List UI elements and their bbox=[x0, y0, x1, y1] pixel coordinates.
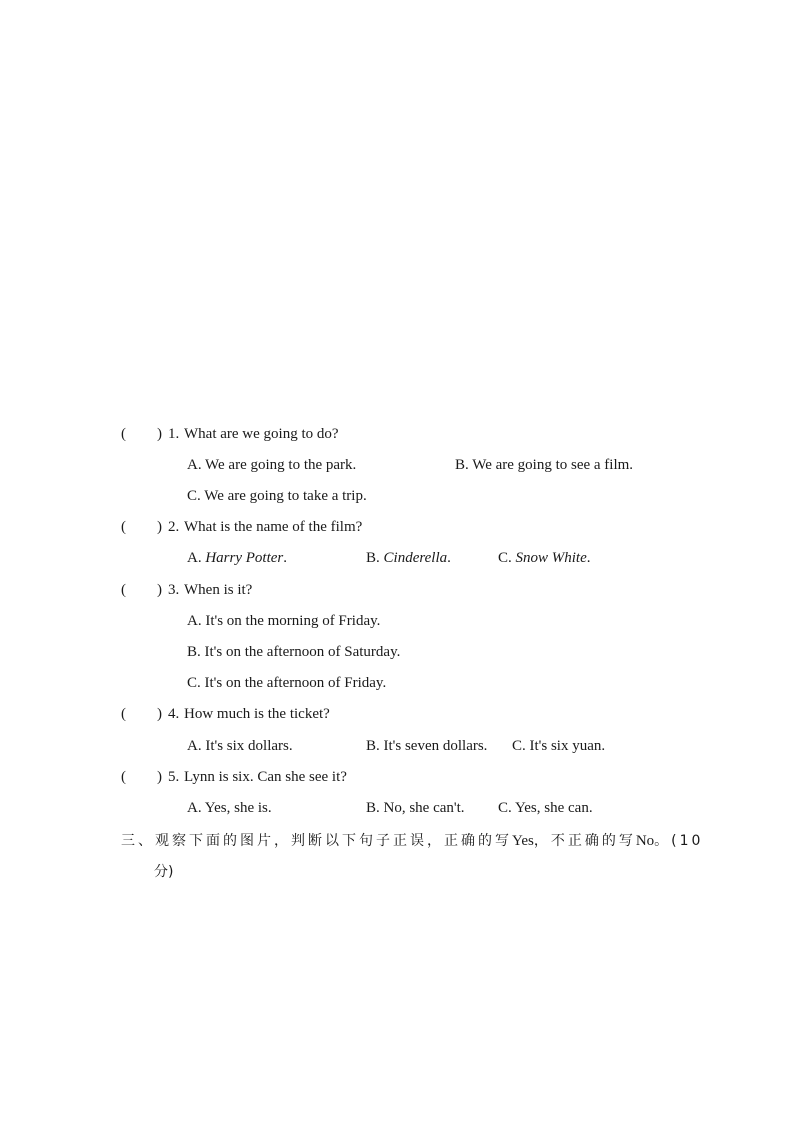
section-3-no: No bbox=[635, 833, 655, 849]
option-b-title: Cinderella bbox=[383, 550, 448, 566]
question-1-number: 1. bbox=[168, 426, 180, 442]
question-1-option-b[interactable]: B. We are going to see a film. bbox=[455, 457, 634, 473]
section-3-heading-tail: 分) bbox=[154, 864, 174, 880]
option-c-suffix: . bbox=[586, 550, 591, 566]
question-3-number: 3. bbox=[168, 582, 180, 598]
option-a-suffix: . bbox=[283, 550, 288, 566]
question-4-option-c[interactable]: C. It's six yuan. bbox=[512, 738, 606, 754]
question-2-text: What is the name of the film? bbox=[184, 519, 363, 535]
question-1-option-a[interactable]: A. We are going to the park. bbox=[187, 457, 357, 473]
question-4-option-a[interactable]: A. It's six dollars. bbox=[187, 738, 293, 754]
answer-blank-1-close: ) bbox=[157, 426, 162, 442]
section-3-part2: ，不正确的写 bbox=[533, 833, 636, 849]
option-c-title: Snow White bbox=[515, 550, 587, 566]
question-5-option-b[interactable]: B. No, she can't. bbox=[366, 800, 465, 816]
option-b-prefix: B. bbox=[366, 550, 384, 566]
question-2-option-a[interactable] bbox=[187, 550, 287, 567]
question-5-text: Lynn is six. Can she see it? bbox=[184, 769, 347, 785]
answer-blank-2-close: ) bbox=[157, 519, 162, 535]
answer-blank-3[interactable]: ( bbox=[121, 582, 126, 598]
question-4-option-b[interactable]: B. It's seven dollars. bbox=[366, 738, 488, 754]
question-1-text: What are we going to do? bbox=[184, 426, 339, 442]
answer-blank-5[interactable]: ( bbox=[121, 769, 126, 785]
section-3-heading bbox=[121, 831, 703, 851]
answer-blank-1[interactable]: ( bbox=[121, 426, 126, 442]
question-3-text: When is it? bbox=[184, 582, 253, 598]
option-a-title: Harry Potter bbox=[205, 550, 284, 566]
section-3-yes: Yes bbox=[512, 833, 534, 849]
question-2-number: 2. bbox=[168, 519, 180, 535]
question-5-number: 5. bbox=[168, 769, 180, 785]
section-3-part1: 三、观察下面的图片，判断以下句子正误，正确的写 bbox=[121, 833, 512, 849]
option-a-prefix: A. bbox=[187, 550, 206, 566]
answer-blank-2[interactable]: ( bbox=[121, 519, 126, 535]
option-c-prefix: C. bbox=[498, 550, 516, 566]
question-2-option-c[interactable] bbox=[498, 550, 591, 567]
question-5-option-c[interactable]: C. Yes, she can. bbox=[498, 800, 593, 816]
question-4-number: 4. bbox=[168, 706, 180, 722]
question-2-option-b[interactable] bbox=[366, 550, 451, 567]
question-4-text: How much is the ticket? bbox=[184, 706, 330, 722]
question-3-option-c[interactable]: C. It's on the afternoon of Friday. bbox=[187, 675, 387, 691]
answer-blank-4-close: ) bbox=[157, 706, 162, 722]
question-1-option-c[interactable]: C. We are going to take a trip. bbox=[187, 488, 367, 504]
question-5-option-a[interactable]: A. Yes, she is. bbox=[187, 800, 272, 816]
option-b-suffix: . bbox=[447, 550, 451, 566]
question-3-option-b[interactable]: B. It's on the afternoon of Saturday. bbox=[187, 644, 401, 660]
answer-blank-3-close: ) bbox=[157, 582, 162, 598]
question-3-option-a[interactable]: A. It's on the morning of Friday. bbox=[187, 613, 381, 629]
answer-blank-4[interactable]: ( bbox=[121, 706, 126, 722]
answer-blank-5-close: ) bbox=[157, 769, 162, 785]
section-3-part3: 。(10 bbox=[654, 833, 704, 849]
